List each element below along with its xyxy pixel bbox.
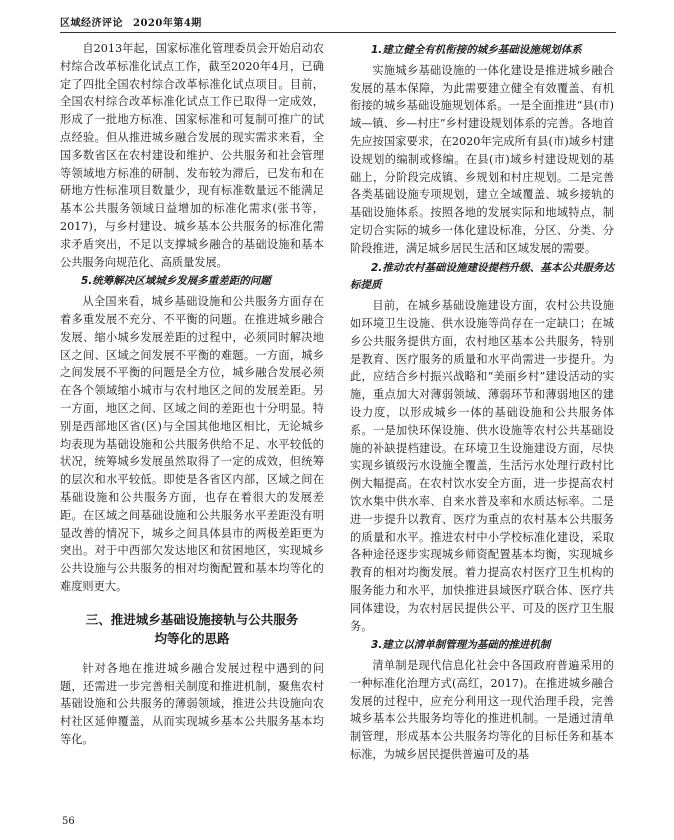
paragraph: 实施城乡基础设施的一体化建设是推进城乡融合发展的基本保障，为此需要建立健全有效覆盖、有机衔接的城乡基础设施规划体系。一是全面推进“县(市)域—镇、乡—村庄”乡村建设规划体系的完善。各地首先应按国家要求，在2020年完成所有县(市)域乡村建设规划的编制或修编。在县(市)域乡村建设规划的基础上，分阶段完成镇、乡规划和村庄规划。二是完善各类基础设施专项规划，建立全域覆盖、城乡接轨的基础设施体系。按照各地的发展实际和地域特点，制定切合实际的城乡一体化建设标准，分区、分类、分阶段推进，满足城乡居民生活和区域发展的需要。 [350, 63, 614, 255]
section-heading [60, 610, 324, 648]
section-heading-line2: 均等化的思路 [154, 630, 230, 646]
subsection-heading: 3.建立以清单制管理为基础的推进机制 [371, 639, 551, 652]
subsection-heading: 2.推动农村基础设施建设提档升级、基本公共服务达标提质 [350, 261, 614, 292]
paragraph: 目前，在城乡基础设施建设方面，农村公共设施如环境卫生设施、供水设施等尚存在一定缺口；在城乡公共服务提供方面，农村地区基本公共服务，特别是教育、医疗服务的质量和水平尚需进一步提升。为此，应结合乡村振兴战略和“美丽乡村”建设活动的实施，重点加大对薄弱领域、薄弱环节和薄弱地区的建设力度，以形成城乡一体的基础设施和公共服务体系。一是加快环保设施、供水设施等农村公共基础设施的补缺提档建设。在环境卫生设施建设方面，尽快实现乡镇级污水设施全覆盖，生活污水处理行政村比例大幅提高。在农村饮水安全方面，进一步提高农村饮水集中供水率、自来水普及率和水质达标率。二是进一步提升以教育、医疗为重点的农村基本公共服务的质量和水平。推进农村中小学校标准化建设，采取各种途径逐步实现城乡师资配置基本均衡，实现城乡教育的相对均衡发展。着力提高农村医疗卫生机构的服务能力和水平，加快推进县域医疗联合体、医疗共同体建设，为农村居民提供公平、可及的医疗卫生服务。 [350, 299, 614, 633]
paragraph: 从全国来看，城乡基础设施和公共服务方面存在着多重发展不充分、不平衡的问题。在推进城乡融合发展、缩小城乡发展差距的过程中，必须同时解决地区之间、区域之间发展不平衡的难题。一方面，城乡之间发展不平衡的问题是全方位，城乡融合发展必须在各个领域缩小城市与农村地区之间的发展差距。另一方面，地区之间、区域之间的差距也十分明显。特别是西部地区省(区)与全国其他地区相比，无论城乡均表现为基础设施和公共服务供给不足、水平较低的状况，统筹城乡发展虽然取得了一定的成效，但统筹的层次和水平较低。即使是各省区内部，区域之间在基础设施和公共服务方面，也存在着很大的发展差距。在区域之间基础设施和公共服务水平差距没有明显改善的情况下，城乡之间具体县市的两极差距更为突出。对于中西部欠发达地区和贫困地区，实现城乡公共设施与公共服务的相对均衡配置和基本均等化的难度则更大。 [60, 295, 324, 593]
paragraph: 清单制是现代信息化社会中各国政府普遍采用的一种标准化治理方式(高红，2017)。在推进城乡融合发展的过程中，应充分利用这一现代治理手段，完善城乡基本公共服务均等化的推进机制。一是通过清单制管理，形成基本公共服务均等化的目标任务和基本标准，为城乡居民提供普遍可及的基 [350, 659, 614, 762]
issue-label: 2020年第4期 [132, 18, 202, 29]
right-column [350, 40, 614, 764]
paragraph: 针对各地在推进城乡融合发展过程中遇到的问题，还需进一步完善相关制度和推进机制，聚焦农村基础设施和公共服务的薄弱领域，推进公共设施向农村社区延伸覆盖，从而实现城乡基本公共服务基本均等化。 [60, 661, 324, 746]
subsection-heading: 1.建立健全有机衔接的城乡基础设施规划体系 [371, 44, 582, 56]
left-column [60, 40, 324, 749]
paragraph: 自2013年起，国家标准化管理委员会开始启动农村综合改革标准化试点工作，截至2020年4月，已确定了四批全国农村综合改革标准化试点项目。目前，全国农村综合改革标准化试点工作已取得一定成效，形成了一批地方标准、国家标准和可复制可推广的试点经验。但从推进城乡融合发展的现实需求来看，全国多数省区在农村建设和维护、公共服务和社会管理等领域地方标准的研制、发布较为滞后，已发布和在研地方性标准项目数量少，现有标准数量远不能满足基本公共服务领域日益增加的标准化需求(张书等，2017)，与乡村建设、城乡基本公共服务的标准化需求矛盾突出，不足以支撑城乡融合的基础设施和基本公共服务向规范化、高质量发展。 [60, 42, 324, 269]
journal-name: 区域经济评论 [60, 18, 123, 29]
section-heading-line1: 三、推进城乡基础设施接轨与公共服务 [85, 611, 299, 627]
page-number: 56 [62, 816, 75, 827]
header-divider [60, 32, 616, 33]
subsection-heading: 5.统筹解决区域城乡发展多重差距的问题 [81, 275, 271, 288]
running-header [60, 14, 620, 30]
